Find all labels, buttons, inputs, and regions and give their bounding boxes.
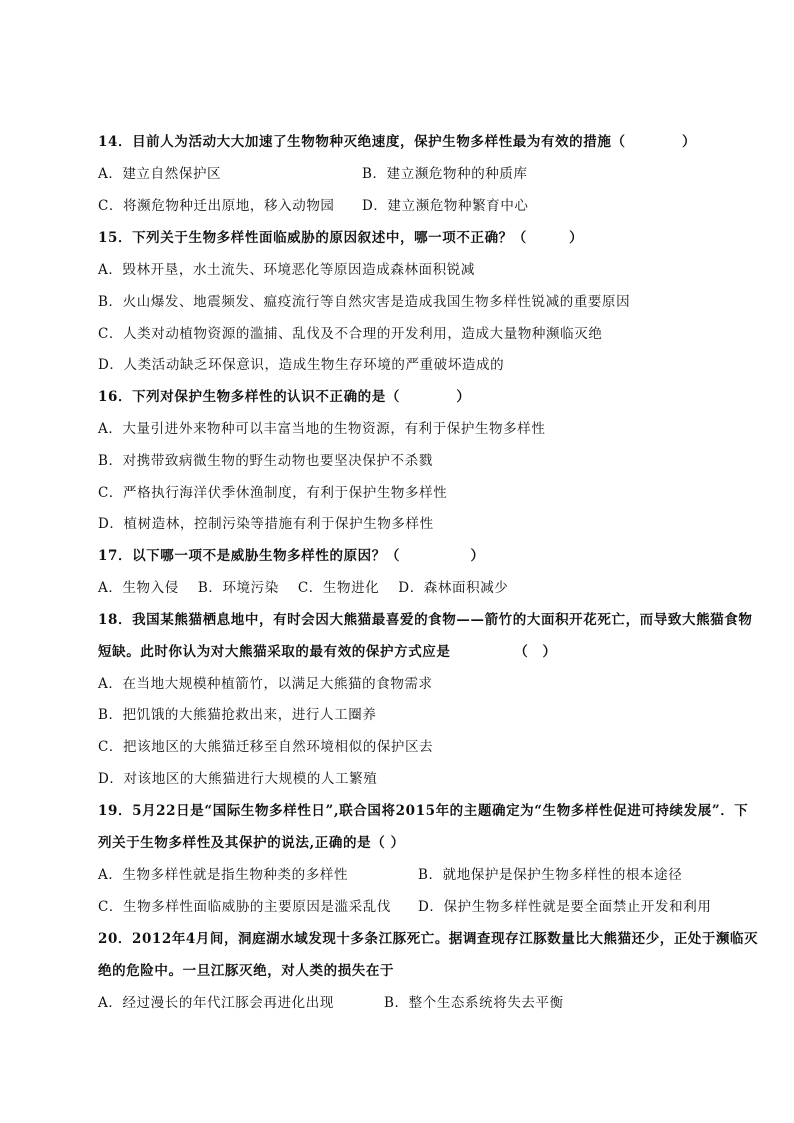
question-18-option-b: B．把饥饿的大熊猫抢救出来，进行人工圈养 xyxy=(98,707,377,723)
question-19-stem-line-1: 19．5月22日是“国际生物多样性日”,联合国将2015年的主题确定为“生物多样性促进可持续发展”．下 xyxy=(98,803,749,819)
question-18-option-a: A．在当地大规模种植箭竹，以满足大熊猫的食物需求 xyxy=(98,676,433,692)
question-14-option-b: B．建立濒危物种的种质库 xyxy=(362,166,528,182)
question-19-option-d: D．保护生物多样性就是要全面禁止开发和利用 xyxy=(418,899,712,915)
question-16-option-c: C．严格执行海洋伏季休渔制度，有利于保护生物多样性 xyxy=(98,485,448,501)
question-19-stem-line-2: 列关于生物多样性及其保护的说法,正确的是（ ） xyxy=(98,835,405,851)
question-15-option-a: A．毁林开垦，水土流失、环境恶化等原因造成森林面积锐减 xyxy=(98,262,475,278)
question-20-stem-line-1: 20．2012年4月间，洞庭湖水域发现十多条江豚死亡。据调查现存江豚数量比大熊猫还少，正处于濒临灭 xyxy=(98,931,759,947)
question-14-option-d: D．建立濒危物种繁育中心 xyxy=(362,198,529,214)
question-20-option-b: B．整个生态系统将失去平衡 xyxy=(384,995,564,1011)
question-20-stem-line-2: 绝的危险中。一旦江豚灭绝，对人类的损失在于 xyxy=(98,963,395,979)
question-14-option-a: A．建立自然保护区 xyxy=(98,166,222,182)
question-18-stem-line-2: 短缺。此时你认为对大熊猫采取的最有效的保护方式应是 （ ） xyxy=(98,644,557,660)
question-14-stem: 14．目前人为活动大大加速了生物物种灭绝速度，保护生物多样性最为有效的措施（ ） xyxy=(98,134,697,150)
question-15-option-b: B．火山爆发、地震频发、瘟疫流行等自然灾害是造成我国生物多样性锐减的重要原因 xyxy=(98,294,631,310)
question-18-stem-line-1: 18．我国某熊猫栖息地中，有时会因大熊猫最喜爱的食物——箭竹的大面积开花死亡，而导致大熊猫食物 xyxy=(98,612,753,628)
question-16-option-d: D．植树造林，控制污染等措施有利于保护生物多样性 xyxy=(98,516,434,532)
question-16-option-a: A．大量引进外来物种可以丰富当地的生物资源，有利于保护生物多样性 xyxy=(98,421,546,437)
question-19-option-c: C．生物多样性面临威胁的主要原因是滥采乱伐 xyxy=(98,899,391,915)
question-19-option-b: B．就地保护是保护生物多样性的根本途径 xyxy=(418,867,683,883)
question-15-stem: 15．下列关于生物多样性面临威胁的原因叙述中，哪一项不正确？（ ） xyxy=(98,230,584,246)
question-19-option-a: A．生物多样性就是指生物种类的多样性 xyxy=(98,867,349,883)
question-16-stem: 16．下列对保护生物多样性的认识不正确的是（ ） xyxy=(98,389,471,405)
question-17-options: A．生物入侵 B．环境污染 C．生物进化 D．森林面积减少 xyxy=(98,580,509,596)
question-17-stem: 17．以下哪一项不是威胁生物多样性的原因？（ ） xyxy=(98,548,485,564)
question-14-option-c: C．将濒危物种迁出原地，移入动物园 xyxy=(98,198,335,214)
question-16-option-b: B．对携带致病微生物的野生动物也要坚决保护不杀戮 xyxy=(98,453,433,469)
question-20-option-a: A．经过漫长的年代江豚会再进化出现 xyxy=(98,995,334,1011)
question-18-option-d: D．对该地区的大熊猫进行大规模的人工繁殖 xyxy=(98,771,378,787)
question-15-option-d: D．人类活动缺乏环保意识，造成生物生存环境的严重破坏造成的 xyxy=(98,357,505,373)
question-15-option-c: C．人类对动植物资源的滥捕、乱伐及不合理的开发利用，造成大量物种濒临灭绝 xyxy=(98,326,603,342)
question-18-option-c: C．把该地区的大熊猫迁移至自然环境相似的保护区去 xyxy=(98,739,434,755)
